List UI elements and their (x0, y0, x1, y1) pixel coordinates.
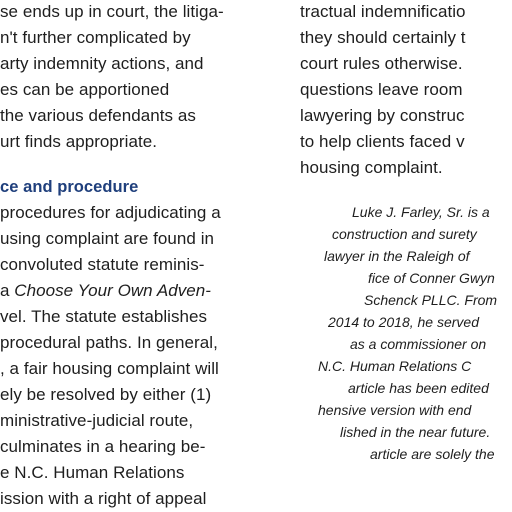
body-text-line: vel. The statute establishes (0, 307, 208, 326)
author-bio-line: article has been edited (348, 380, 489, 396)
body-text-line: court rules otherwise. (300, 54, 463, 73)
body-text-line: procedural paths. In general, (0, 333, 218, 352)
body-text-line: housing complaint. (300, 158, 443, 177)
body-text-line: ission with a right of appeal (0, 489, 207, 508)
author-bio-line: Schenck PLLC. From (364, 292, 498, 308)
body-text-line: the various defendants as (0, 106, 196, 125)
body-text-fragment: a (0, 281, 15, 300)
body-text-line: se ends up in court, the litiga- (0, 2, 224, 21)
body-text-line: ely be resolved by either (1) (0, 385, 212, 404)
author-bio-line: article are solely the (370, 446, 495, 462)
author-bio-line: Luke J. Farley, Sr. is a (352, 204, 490, 220)
author-bio-line: fice of Conner Gwyn (368, 270, 495, 286)
body-text-line: , a fair housing complaint will (0, 359, 219, 378)
body-text-line: they should certainly t (300, 28, 466, 47)
author-bio-line: construction and surety (332, 226, 477, 242)
author-bio-line: 2014 to 2018, he served (328, 314, 480, 330)
author-bio-line: N.C. Human Relations C (318, 358, 472, 374)
body-text-line: questions leave room (300, 80, 463, 99)
body-text-line: using complaint are found in (0, 229, 215, 248)
author-bio-line: as a commissioner on (350, 336, 487, 352)
body-text-line: ministrative-judicial route, (0, 411, 194, 430)
author-bio-line: lawyer in the Raleigh of (324, 248, 470, 264)
body-text-line: arty indemnity actions, and (0, 54, 204, 73)
body-text-line: convoluted statute reminis- (0, 255, 205, 274)
body-text-line: procedures for adjudicating a (0, 203, 221, 222)
body-text-line: e N.C. Human Relations (0, 463, 185, 482)
body-text-line: to help clients faced v (300, 132, 465, 151)
section-heading: ce and procedure (0, 178, 139, 196)
body-text-line: es can be apportioned (0, 80, 170, 99)
body-text-line: urt finds appropriate. (0, 132, 158, 151)
body-text-line: tractual indemnificatio (300, 2, 466, 21)
body-text-line: n't further complicated by (0, 28, 191, 47)
author-bio-line: lished in the near future. (340, 424, 491, 440)
body-text-line (0, 281, 211, 301)
author-bio-line: hensive version with end (318, 402, 472, 418)
book-title-italic: Choose Your Own Adven- (14, 281, 211, 300)
body-text-line: culminates in a hearing be- (0, 437, 206, 456)
body-text-line: lawyering by construc (300, 106, 465, 125)
